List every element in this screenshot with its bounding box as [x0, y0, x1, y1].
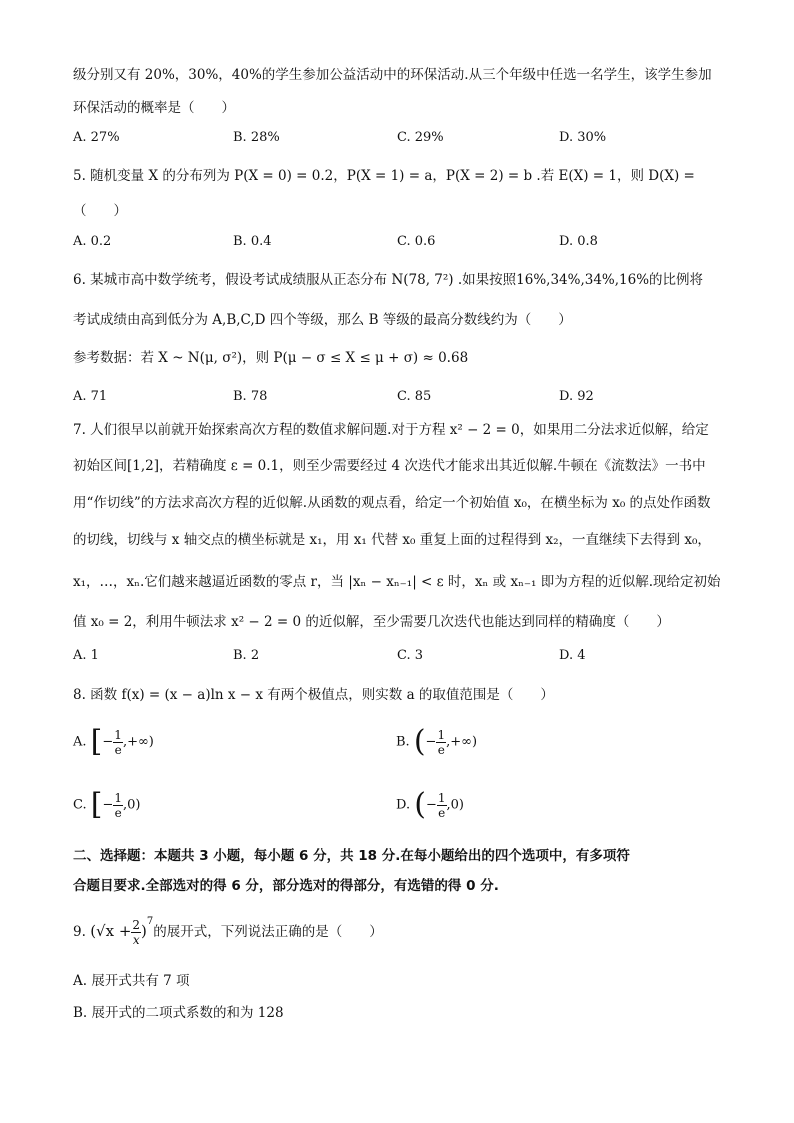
q8-option-c-sign: −	[102, 797, 114, 813]
q8-option-a-sign: −	[102, 734, 114, 750]
q8-option-d-label: D.	[396, 797, 411, 813]
q7-option-d[interactable]: D. 4	[559, 648, 586, 663]
q8-option-c-fraction	[113, 791, 123, 820]
q6-options	[73, 389, 753, 409]
q8-option-d-fraction	[437, 791, 447, 820]
q8-option-a-right: ,+∞)	[122, 734, 154, 750]
q8-option-b[interactable]	[396, 724, 478, 759]
q8-option-b-sign: −	[425, 734, 437, 750]
q8-option-d-den: e	[438, 805, 446, 820]
q5-options	[73, 234, 753, 254]
q7-option-a[interactable]: A. 1	[73, 648, 99, 663]
q5-option-c[interactable]: C. 0.6	[397, 234, 436, 249]
q8-option-b-label: B.	[396, 734, 410, 750]
q9-stem	[73, 916, 383, 947]
q7-text-line2: 初始区间[1,2]，若精确度 ε = 0.1，则至少需要经过 4 次迭代才能求出其近似解.牛顿在《流数法》一书中	[73, 458, 706, 474]
q7-text-line6: 值 x₀ = 2，利用牛顿法求 x² − 2 = 0 的近似解，至少需要几次迭代也能达到同样的精确度（ ）	[73, 614, 670, 630]
q8-option-a-num: 1	[114, 727, 122, 742]
q8-option-c-right: ,0)	[123, 797, 141, 813]
q9-fraction	[131, 918, 141, 947]
q6-option-c[interactable]: C. 85	[397, 389, 432, 404]
q9-option-b[interactable]: B. 展开式的二项式系数的和为 128	[73, 1005, 284, 1021]
q9-option-a[interactable]: A. 展开式共有 7 项	[73, 973, 190, 989]
q6-option-a[interactable]: A. 71	[73, 389, 108, 404]
q8-option-d-num: 1	[437, 790, 446, 805]
q6-option-d[interactable]: D. 92	[559, 389, 594, 404]
q8-option-a-fraction	[113, 728, 123, 757]
q4-option-b[interactable]: B. 28%	[233, 130, 280, 145]
q8-option-a-left-bracket: [	[90, 724, 103, 759]
q8-text-line1: 8. 函数 f(x) = (x − a)ln x − x 有两个极值点，则实数 a 的取值范围是（ ）	[73, 687, 554, 703]
q8-option-c[interactable]	[73, 787, 141, 822]
q9-frac-den: x	[132, 933, 140, 947]
q4-option-a[interactable]: A. 27%	[73, 130, 120, 145]
q6-option-b[interactable]: B. 78	[233, 389, 268, 404]
q7-text-line5: x₁，…，xₙ.它们越来越逼近函数的零点 r，当 |xₙ − xₙ₋₁| < ε 时，xₙ 或 xₙ₋₁ 即为方程的近似解.现给定初始	[73, 574, 721, 590]
q8-option-d-left-paren: (	[414, 787, 426, 822]
q4-option-c[interactable]: C. 29%	[397, 130, 444, 145]
q7-options	[73, 648, 753, 668]
q8-option-a-label: A.	[73, 734, 87, 750]
q5-text-line2: （ ）	[73, 203, 127, 219]
q9-power: 7	[146, 916, 154, 927]
q5-option-a[interactable]: A. 0.2	[73, 234, 112, 249]
q7-text-line1: 7. 人们很早以前就开始探索高次方程的数值求解问题.对于方程 x² − 2 = 0，如果用二分法求近似解，给定	[73, 422, 709, 438]
q7-text-line3: 用“作切线”的方法求高次方程的近似解.从函数的观点看，给定一个初始值 x₀，在横坐标为 x₀ 的点处作函数	[73, 495, 711, 511]
q8-option-d-right: ,0)	[446, 797, 464, 813]
q7-option-c[interactable]: C. 3	[397, 648, 424, 663]
q8-option-a-den: e	[114, 742, 122, 757]
q9-expr-left: (√x +	[90, 922, 132, 940]
q8-option-b-num: 1	[437, 727, 446, 742]
q8-option-c-den: e	[114, 805, 122, 820]
q8-option-b-left-paren: (	[413, 724, 426, 759]
q8-option-a[interactable]	[73, 724, 154, 759]
q6-reference-data: 参考数据：若 X ~ N(μ, σ²)，则 P(μ − σ ≤ X ≤ μ + σ) ≈ 0.68	[73, 350, 469, 366]
q4-option-d[interactable]: D. 30%	[559, 130, 607, 145]
q9-number: 9.	[73, 924, 86, 940]
q4-options	[73, 130, 753, 150]
q7-option-b[interactable]: B. 2	[233, 648, 260, 663]
q4-text-line1: 级分别又有 20%，30%，40%的学生参加公益活动中的环保活动.从三个年级中任选一名学生，该学生参加	[73, 67, 712, 83]
q6-text-line1: 6. 某城市高中数学统考，假设考试成绩服从正态分布 N(78, 7²) .如果按照16%,34%,34%,16%的比例将	[73, 272, 704, 288]
q8-option-d[interactable]	[396, 787, 464, 822]
section2-heading-line1: 二、选择题：本题共 3 小题，每小题 6 分，共 18 分.在每小题给出的四个选项中，有多项符	[73, 848, 630, 864]
q9-suffix: 的展开式，下列说法正确的是（ ）	[153, 924, 383, 940]
q8-option-b-fraction	[436, 728, 446, 757]
q8-option-c-left-bracket: [	[90, 787, 103, 822]
q4-text-line2: 环保活动的概率是（ ）	[73, 100, 235, 116]
q5-option-d[interactable]: D. 0.8	[559, 234, 598, 249]
q5-option-b[interactable]: B. 0.4	[233, 234, 272, 249]
q8-option-c-num: 1	[114, 790, 123, 805]
q8-option-d-sign: −	[425, 797, 437, 813]
q7-text-line4: 的切线，切线与 x 轴交点的横坐标就是 x₁，用 x₁ 代替 x₀ 重复上面的过程得到 x₂，一直继续下去得到 x₀，	[73, 532, 711, 548]
q9-frac-num: 2	[132, 918, 141, 932]
q8-option-b-right: ,+∞)	[446, 734, 478, 750]
q6-text-line2: 考试成绩由高到低分为 A,B,C,D 四个等级，那么 B 等级的最高分数线约为（ ）	[73, 312, 572, 328]
q9-expr-right: )	[141, 922, 147, 940]
section2-heading-line2: 合题目要求.全部选对的得 6 分，部分选对的得部分，有选错的得 0 分.	[73, 878, 499, 894]
q8-option-c-label: C.	[73, 797, 87, 813]
q5-text-line1: 5. 随机变量 X 的分布列为 P(X = 0) = 0.2，P(X = 1) = a，P(X = 2) = b .若 E(X) = 1，则 D(X) =	[73, 168, 695, 184]
q8-option-b-den: e	[437, 742, 445, 757]
